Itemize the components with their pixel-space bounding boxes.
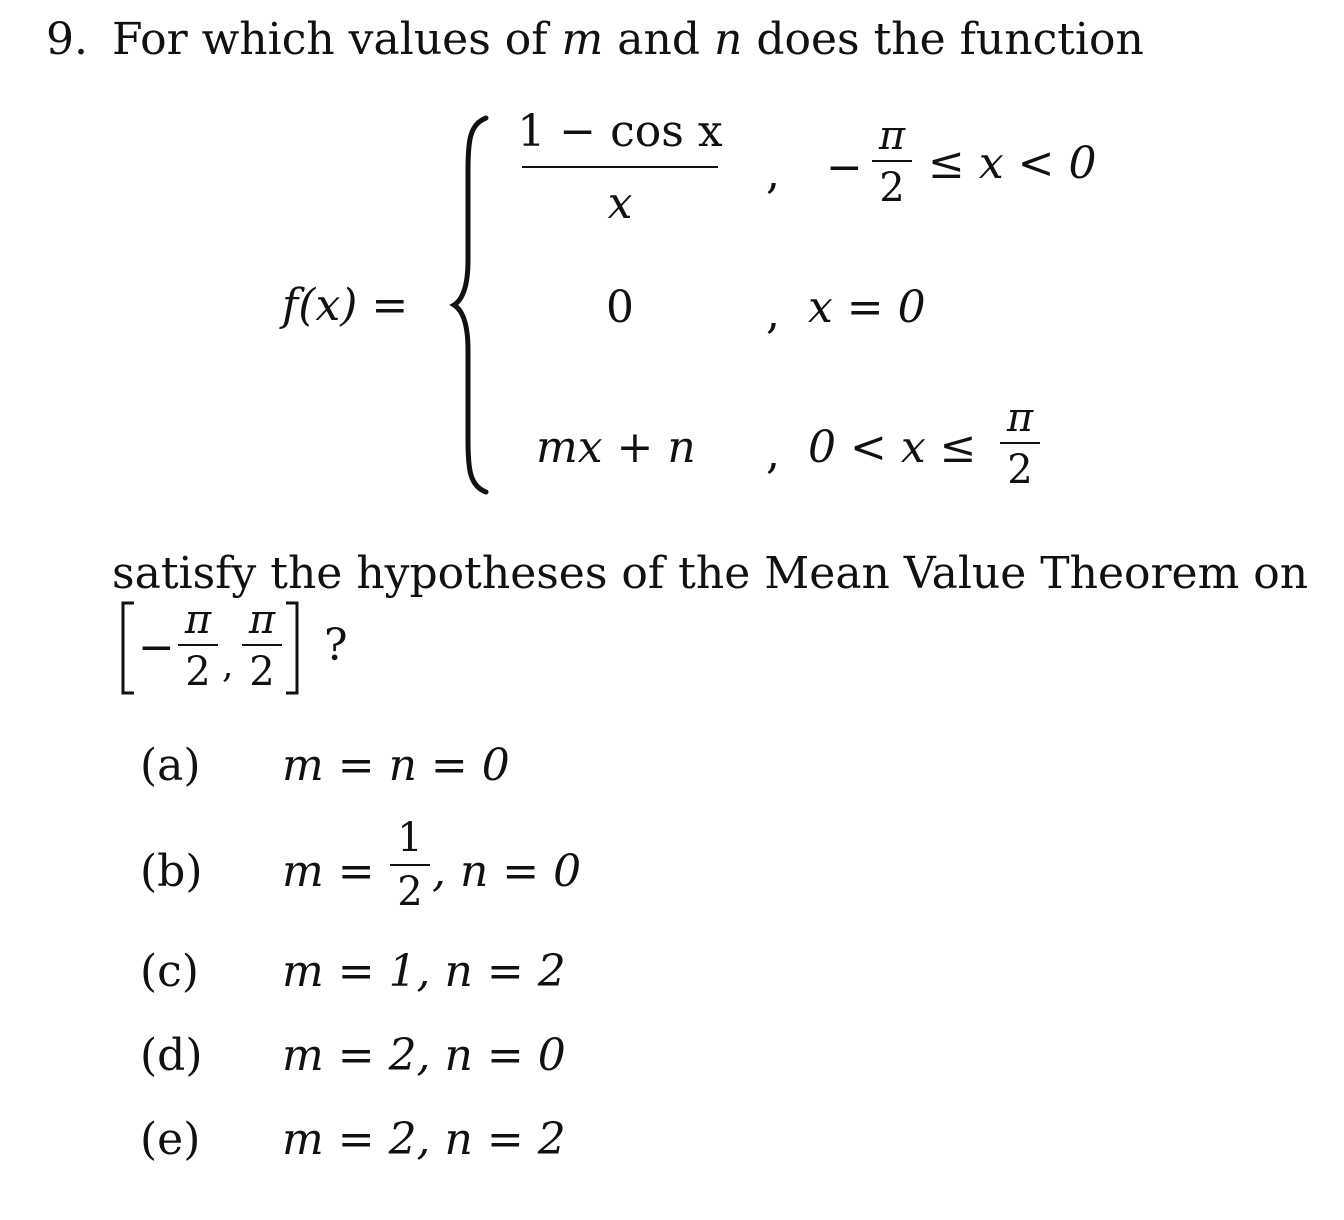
option-c-text: m = 1, n = 2	[282, 946, 566, 997]
case3-cond-prefix: 0 < x ≤	[808, 422, 977, 473]
function-lhs: f(x) =	[282, 280, 409, 331]
option-b-post: , n = 0	[432, 846, 582, 897]
piecewise-brace	[448, 110, 508, 500]
case1-denominator: x	[607, 178, 633, 229]
interval-right-fraction	[242, 597, 282, 695]
stem-continuation: satisfy the hypotheses of the Mean Value Theorem on	[112, 548, 1309, 599]
case3-cond-den: 2	[1007, 447, 1033, 493]
interval-left-num: π	[184, 597, 212, 643]
interval-comma: ,	[222, 645, 234, 686]
case2-condition: x = 0	[808, 282, 926, 333]
case1-cond-den: 2	[879, 165, 905, 211]
option-b-num: 1	[397, 815, 423, 861]
case3-cond-bar	[1000, 442, 1040, 444]
option-b-pre: m =	[282, 846, 375, 897]
case1-cond-rest: ≤ x < 0	[928, 138, 1097, 189]
case1-numerator: 1 − cos x	[517, 106, 723, 157]
option-c-letter: (c)	[140, 946, 199, 997]
interval-left-bracket	[118, 600, 138, 696]
question-stem	[112, 14, 1144, 65]
case2-comma: ,	[766, 288, 780, 339]
var-n: n	[714, 14, 743, 65]
case1-cond-num: π	[878, 113, 906, 159]
case1-cond-bar	[872, 160, 912, 162]
case3-comma: ,	[766, 428, 780, 479]
option-d-text: m = 2, n = 0	[282, 1030, 566, 1081]
option-a-text: m = n = 0	[282, 740, 510, 791]
option-e-text: m = 2, n = 2	[282, 1114, 566, 1165]
question-mark: ?	[324, 620, 348, 671]
option-e-letter: (e)	[140, 1114, 201, 1165]
stem-suffix: does the function	[742, 14, 1144, 65]
option-b-bar	[390, 864, 430, 866]
interval-right-den: 2	[249, 649, 275, 695]
case3-cond-num: π	[1006, 395, 1034, 441]
case3-expression: mx + n	[536, 422, 696, 473]
case3-cond-fraction	[1000, 395, 1040, 493]
interval-right-bracket	[282, 600, 302, 696]
case1-comma: ,	[766, 148, 780, 199]
case1-fraction-bar	[522, 166, 718, 168]
option-b-den: 2	[397, 869, 423, 915]
interval-left-den: 2	[185, 649, 211, 695]
case1-cond-minus: −	[826, 142, 863, 193]
interval-left-bar	[178, 644, 218, 646]
case1-expression	[517, 106, 723, 229]
stem-and: and	[603, 14, 714, 65]
stem-prefix: For which values of	[112, 14, 562, 65]
option-a-letter: (a)	[140, 740, 201, 791]
question-number: 9.	[46, 14, 88, 65]
option-b-fraction	[390, 815, 430, 915]
option-b-letter: (b)	[140, 846, 203, 897]
interval-left-fraction	[178, 597, 218, 695]
interval-minus: −	[138, 622, 175, 673]
option-d-letter: (d)	[140, 1030, 203, 1081]
interval-right-num: π	[248, 597, 276, 643]
case1-cond-fraction	[872, 113, 912, 211]
case2-expression: 0	[606, 282, 634, 333]
var-m: m	[561, 14, 604, 65]
interval-right-bar	[242, 644, 282, 646]
